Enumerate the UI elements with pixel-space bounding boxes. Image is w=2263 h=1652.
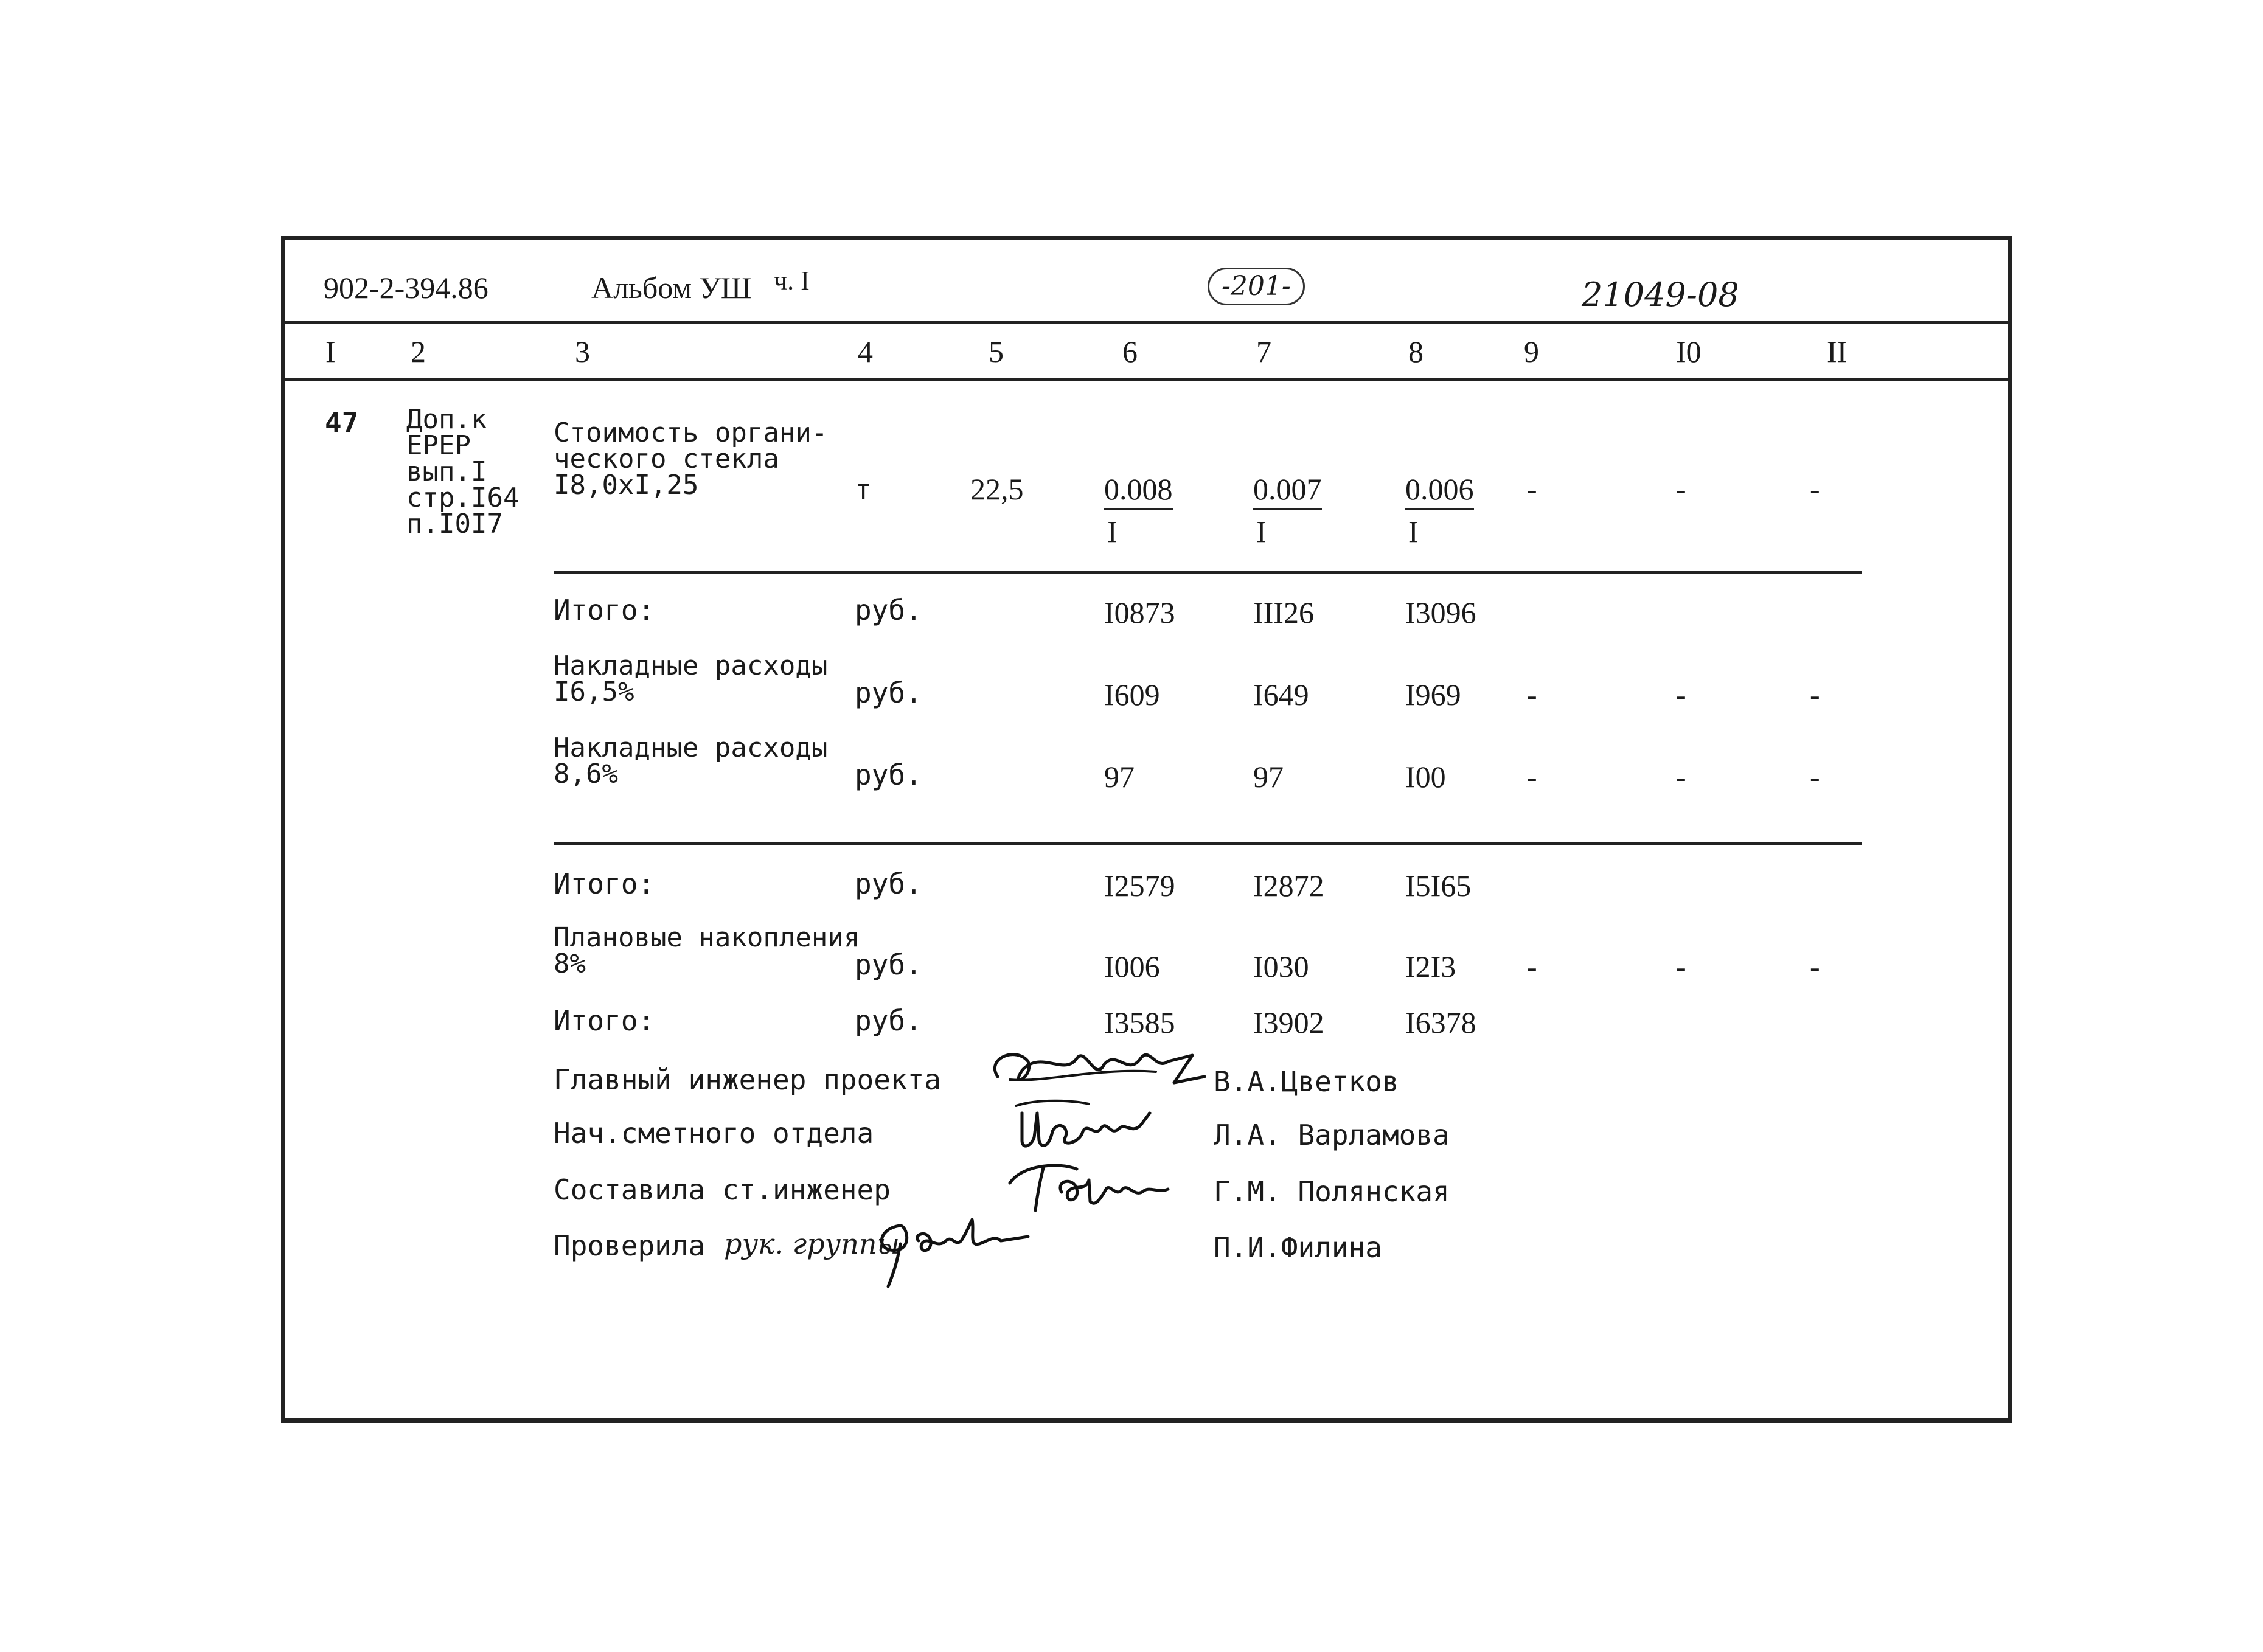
page-number: -201-	[1208, 268, 1305, 305]
item-quantity: 22,5	[970, 472, 1024, 506]
source-line: стр.I64	[406, 482, 520, 513]
signature-scribble-4	[864, 1207, 1046, 1293]
overhead2-unit: руб.	[855, 758, 922, 791]
subtotal1-v8: I3096	[1405, 595, 1476, 630]
planned-v10: -	[1676, 949, 1686, 984]
header-rule	[285, 321, 2009, 324]
col-5: 5	[989, 335, 1004, 369]
planned-label-line1: Плановые накопления	[554, 922, 860, 953]
overhead1-label-line2: I6,5%	[554, 676, 634, 707]
signature-role: Проверила	[554, 1229, 706, 1262]
col-7: 7	[1256, 335, 1271, 369]
overhead2-v8: I00	[1405, 760, 1446, 794]
item-v6-sub: I	[1107, 515, 1118, 549]
source-line: п.I0I7	[406, 508, 503, 540]
item-number: 47	[325, 406, 359, 439]
signature-name: Л.А. Варламова	[1214, 1119, 1450, 1151]
col-10: I0	[1676, 335, 1702, 369]
separator-2	[554, 842, 1861, 845]
col-9: 9	[1524, 335, 1539, 369]
source-line: ЕРЕР	[406, 430, 471, 461]
planned-v9: -	[1527, 949, 1537, 984]
source-line: Доп.к	[406, 404, 487, 435]
item-v6: 0.008	[1104, 471, 1173, 510]
subtotal1-label: Итого:	[554, 594, 655, 626]
planned-v11: -	[1810, 949, 1820, 984]
item-unit: т	[855, 473, 872, 506]
total-label: Итого:	[554, 1004, 655, 1037]
total-v8: I6378	[1405, 1005, 1476, 1039]
source-line: вып.I	[406, 456, 487, 487]
planned-label-line2: 8%	[554, 948, 586, 979]
signature-name: В.А.Цветков	[1214, 1065, 1399, 1098]
overhead2-v10: -	[1676, 760, 1686, 794]
subtotal2-unit: руб.	[855, 867, 922, 900]
overhead1-label-line1: Накладные расходы	[554, 650, 828, 681]
overhead2-v9: -	[1527, 760, 1537, 794]
col-1: I	[325, 335, 336, 369]
desc-line: ческого стекла	[554, 443, 779, 474]
document-frame	[281, 236, 2012, 1423]
col-6: 6	[1122, 335, 1138, 369]
total-v6: I3585	[1104, 1005, 1175, 1039]
overhead2-label-line1: Накладные расходы	[554, 732, 828, 763]
overhead2-label-line2: 8,6%	[554, 758, 618, 790]
overhead1-unit: руб.	[855, 676, 922, 709]
overhead1-v10: -	[1676, 678, 1686, 712]
overhead1-v11: -	[1810, 678, 1820, 712]
signature-name: Г.М. Полянская	[1214, 1175, 1450, 1208]
signature-role: Главный инженер проекта	[554, 1063, 941, 1096]
item-v11: -	[1810, 472, 1820, 506]
overhead1-v8: I969	[1405, 678, 1461, 712]
col-3: 3	[575, 335, 590, 369]
subtotal2-v8: I5I65	[1405, 869, 1472, 903]
total-unit: руб.	[855, 1004, 922, 1037]
separator-1	[554, 571, 1861, 574]
overhead2-v6: 97	[1104, 760, 1135, 794]
desc-line: Стоимость органи-	[554, 417, 828, 448]
planned-v6: I006	[1104, 949, 1160, 984]
subtotal1-v7: III26	[1253, 595, 1314, 630]
column-rule	[285, 378, 2009, 381]
desc-line: I8,0xI,25	[554, 470, 699, 501]
item-v10: -	[1676, 472, 1686, 506]
subtotal2-v6: I2579	[1104, 869, 1175, 903]
col-2: 2	[411, 335, 426, 369]
item-v8: 0.006	[1405, 471, 1474, 510]
item-v9: -	[1527, 472, 1537, 506]
col-8: 8	[1408, 335, 1423, 369]
part-label: ч. I	[774, 266, 810, 296]
item-v7: 0.007	[1253, 471, 1322, 510]
doc-code: 902-2-394.86	[324, 271, 488, 305]
overhead2-v7: 97	[1253, 760, 1284, 794]
signature-scribble-2	[1004, 1095, 1162, 1162]
overhead2-v11: -	[1810, 760, 1820, 794]
subtotal2-v7: I2872	[1253, 869, 1324, 903]
subtotal2-label: Итого:	[554, 867, 655, 900]
signature-name: П.И.Филина	[1214, 1231, 1382, 1264]
total-v7: I3902	[1253, 1005, 1324, 1039]
planned-v7: I030	[1253, 949, 1309, 984]
subtotal1-unit: руб.	[855, 594, 922, 626]
planned-v8: I2I3	[1405, 949, 1456, 984]
overhead1-v6: I609	[1104, 678, 1160, 712]
subtotal1-v6: I0873	[1104, 595, 1175, 630]
inventory-number: 21049-08	[1582, 276, 1739, 314]
overhead1-v7: I649	[1253, 678, 1309, 712]
col-11: II	[1827, 335, 1848, 369]
signature-role: Составила ст.инженер	[554, 1173, 891, 1206]
album-label: Альбом УШ	[591, 271, 752, 305]
item-v8-sub: I	[1408, 515, 1419, 549]
item-v7-sub: I	[1256, 515, 1267, 549]
col-4: 4	[858, 335, 873, 369]
signature-role-handwritten: рук. группы	[724, 1227, 900, 1260]
signature-role: Нач.сметного отдела	[554, 1117, 874, 1150]
planned-unit: руб.	[855, 948, 922, 981]
overhead1-v9: -	[1527, 678, 1537, 712]
